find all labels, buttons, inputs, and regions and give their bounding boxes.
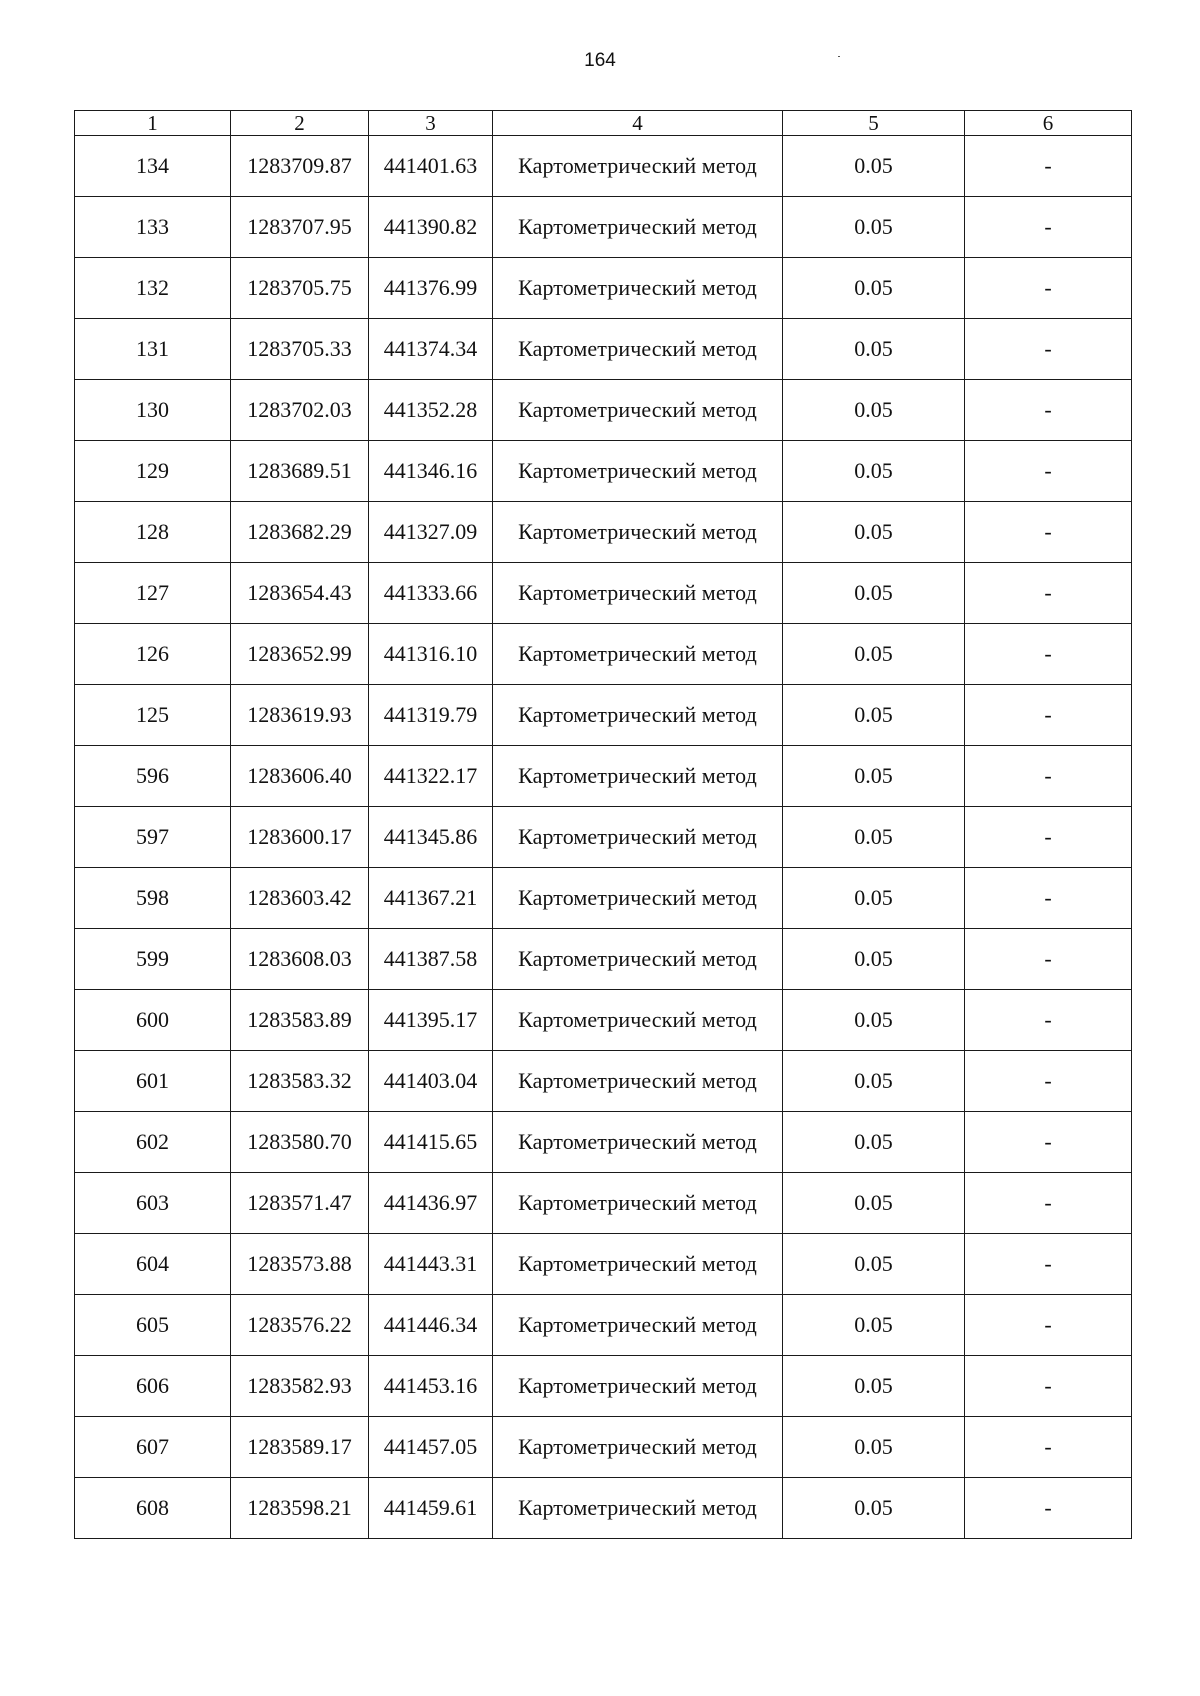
point-number-cell: 599 — [75, 929, 231, 990]
column-header: 4 — [493, 111, 783, 136]
y-coordinate-cell: 441453.16 — [369, 1356, 493, 1417]
point-number-cell: 126 — [75, 624, 231, 685]
note-cell: - — [965, 319, 1132, 380]
note-cell: - — [965, 807, 1132, 868]
accuracy-cell: 0.05 — [783, 1112, 965, 1173]
method-cell: Картометрический метод — [493, 624, 783, 685]
x-coordinate-cell: 1283705.33 — [231, 319, 369, 380]
table-row — [75, 746, 1132, 807]
x-coordinate-cell: 1283709.87 — [231, 136, 369, 197]
point-number-cell: 133 — [75, 197, 231, 258]
accuracy-cell: 0.05 — [783, 380, 965, 441]
header-row — [75, 111, 1132, 136]
x-coordinate-cell: 1283689.51 — [231, 441, 369, 502]
note-cell: - — [965, 1051, 1132, 1112]
accuracy-cell: 0.05 — [783, 136, 965, 197]
table-row — [75, 136, 1132, 197]
y-coordinate-cell: 441387.58 — [369, 929, 493, 990]
note-cell: - — [965, 258, 1132, 319]
table-row — [75, 319, 1132, 380]
accuracy-cell: 0.05 — [783, 990, 965, 1051]
accuracy-cell: 0.05 — [783, 929, 965, 990]
point-number-cell: 606 — [75, 1356, 231, 1417]
accuracy-cell: 0.05 — [783, 807, 965, 868]
x-coordinate-cell: 1283589.17 — [231, 1417, 369, 1478]
accuracy-cell: 0.05 — [783, 441, 965, 502]
table-row — [75, 1112, 1132, 1173]
accuracy-cell: 0.05 — [783, 1173, 965, 1234]
y-coordinate-cell: 441403.04 — [369, 1051, 493, 1112]
point-number-cell: 132 — [75, 258, 231, 319]
point-number-cell: 131 — [75, 319, 231, 380]
method-cell: Картометрический метод — [493, 990, 783, 1051]
y-coordinate-cell: 441443.31 — [369, 1234, 493, 1295]
y-coordinate-cell: 441345.86 — [369, 807, 493, 868]
table-body — [75, 111, 1132, 1539]
method-cell: Картометрический метод — [493, 746, 783, 807]
x-coordinate-cell: 1283600.17 — [231, 807, 369, 868]
accuracy-cell: 0.05 — [783, 1234, 965, 1295]
note-cell: - — [965, 1478, 1132, 1539]
note-cell: - — [965, 1417, 1132, 1478]
x-coordinate-cell: 1283583.32 — [231, 1051, 369, 1112]
table-row — [75, 502, 1132, 563]
point-number-cell: 129 — [75, 441, 231, 502]
note-cell: - — [965, 868, 1132, 929]
method-cell: Картометрический метод — [493, 868, 783, 929]
table-row — [75, 929, 1132, 990]
x-coordinate-cell: 1283682.29 — [231, 502, 369, 563]
table-row — [75, 563, 1132, 624]
note-cell: - — [965, 1173, 1132, 1234]
y-coordinate-cell: 441457.05 — [369, 1417, 493, 1478]
method-cell: Картометрический метод — [493, 807, 783, 868]
point-number-cell: 130 — [75, 380, 231, 441]
method-cell: Картометрический метод — [493, 502, 783, 563]
method-cell: Картометрический метод — [493, 380, 783, 441]
method-cell: Картометрический метод — [493, 1051, 783, 1112]
x-coordinate-cell: 1283707.95 — [231, 197, 369, 258]
y-coordinate-cell: 441333.66 — [369, 563, 493, 624]
point-number-cell: 127 — [75, 563, 231, 624]
point-number-cell: 608 — [75, 1478, 231, 1539]
y-coordinate-cell: 441322.17 — [369, 746, 493, 807]
method-cell: Картометрический метод — [493, 258, 783, 319]
page-number: 164 — [584, 50, 616, 71]
y-coordinate-cell: 441327.09 — [369, 502, 493, 563]
x-coordinate-cell: 1283619.93 — [231, 685, 369, 746]
x-coordinate-cell: 1283652.99 — [231, 624, 369, 685]
table-row — [75, 1478, 1132, 1539]
accuracy-cell: 0.05 — [783, 319, 965, 380]
note-cell: - — [965, 990, 1132, 1051]
y-coordinate-cell: 441459.61 — [369, 1478, 493, 1539]
x-coordinate-cell: 1283598.21 — [231, 1478, 369, 1539]
table-row — [75, 380, 1132, 441]
method-cell: Картометрический метод — [493, 1234, 783, 1295]
table-row — [75, 1173, 1132, 1234]
method-cell: Картометрический метод — [493, 441, 783, 502]
x-coordinate-cell: 1283576.22 — [231, 1295, 369, 1356]
point-number-cell: 607 — [75, 1417, 231, 1478]
point-number-cell: 602 — [75, 1112, 231, 1173]
method-cell: Картометрический метод — [493, 319, 783, 380]
accuracy-cell: 0.05 — [783, 624, 965, 685]
note-cell: - — [965, 1295, 1132, 1356]
method-cell: Картометрический метод — [493, 1417, 783, 1478]
method-cell: Картометрический метод — [493, 1112, 783, 1173]
point-number-cell: 600 — [75, 990, 231, 1051]
table-row — [75, 1051, 1132, 1112]
accuracy-cell: 0.05 — [783, 685, 965, 746]
table-row — [75, 807, 1132, 868]
x-coordinate-cell: 1283702.03 — [231, 380, 369, 441]
accuracy-cell: 0.05 — [783, 1295, 965, 1356]
note-cell: - — [965, 929, 1132, 990]
y-coordinate-cell: 441446.34 — [369, 1295, 493, 1356]
method-cell: Картометрический метод — [493, 563, 783, 624]
column-header: 2 — [231, 111, 369, 136]
y-coordinate-cell: 441395.17 — [369, 990, 493, 1051]
x-coordinate-cell: 1283654.43 — [231, 563, 369, 624]
note-cell: - — [965, 380, 1132, 441]
point-number-cell: 128 — [75, 502, 231, 563]
table-row — [75, 685, 1132, 746]
x-coordinate-cell: 1283582.93 — [231, 1356, 369, 1417]
table-row — [75, 258, 1132, 319]
accuracy-cell: 0.05 — [783, 197, 965, 258]
note-cell: - — [965, 624, 1132, 685]
note-cell: - — [965, 563, 1132, 624]
x-coordinate-cell: 1283580.70 — [231, 1112, 369, 1173]
y-coordinate-cell: 441346.16 — [369, 441, 493, 502]
note-cell: - — [965, 502, 1132, 563]
x-coordinate-cell: 1283705.75 — [231, 258, 369, 319]
accuracy-cell: 0.05 — [783, 563, 965, 624]
method-cell: Картометрический метод — [493, 929, 783, 990]
point-number-cell: 605 — [75, 1295, 231, 1356]
method-cell: Картометрический метод — [493, 1295, 783, 1356]
y-coordinate-cell: 441390.82 — [369, 197, 493, 258]
column-header: 5 — [783, 111, 965, 136]
table-row — [75, 1356, 1132, 1417]
table-row — [75, 197, 1132, 258]
note-cell: - — [965, 685, 1132, 746]
column-header: 6 — [965, 111, 1132, 136]
accuracy-cell: 0.05 — [783, 1417, 965, 1478]
coordinates-table — [74, 110, 1132, 1539]
note-cell: - — [965, 1112, 1132, 1173]
y-coordinate-cell: 441316.10 — [369, 624, 493, 685]
method-cell: Картометрический метод — [493, 197, 783, 258]
method-cell: Картометрический метод — [493, 136, 783, 197]
point-number-cell: 597 — [75, 807, 231, 868]
x-coordinate-cell: 1283608.03 — [231, 929, 369, 990]
note-cell: - — [965, 441, 1132, 502]
y-coordinate-cell: 441436.97 — [369, 1173, 493, 1234]
table-row — [75, 990, 1132, 1051]
table-row — [75, 441, 1132, 502]
y-coordinate-cell: 441352.28 — [369, 380, 493, 441]
note-cell: - — [965, 1234, 1132, 1295]
x-coordinate-cell: 1283573.88 — [231, 1234, 369, 1295]
note-cell: - — [965, 197, 1132, 258]
x-coordinate-cell: 1283583.89 — [231, 990, 369, 1051]
method-cell: Картометрический метод — [493, 1173, 783, 1234]
accuracy-cell: 0.05 — [783, 1051, 965, 1112]
x-coordinate-cell: 1283606.40 — [231, 746, 369, 807]
point-number-cell: 603 — [75, 1173, 231, 1234]
y-coordinate-cell: 441319.79 — [369, 685, 493, 746]
accuracy-cell: 0.05 — [783, 1356, 965, 1417]
note-cell: - — [965, 136, 1132, 197]
method-cell: Картометрический метод — [493, 1478, 783, 1539]
y-coordinate-cell: 441376.99 — [369, 258, 493, 319]
accuracy-cell: 0.05 — [783, 258, 965, 319]
y-coordinate-cell: 441374.34 — [369, 319, 493, 380]
point-number-cell: 596 — [75, 746, 231, 807]
table-row — [75, 1417, 1132, 1478]
point-number-cell: 604 — [75, 1234, 231, 1295]
note-cell: - — [965, 746, 1132, 807]
table-row — [75, 868, 1132, 929]
scan-speck — [838, 56, 840, 57]
accuracy-cell: 0.05 — [783, 502, 965, 563]
column-header: 1 — [75, 111, 231, 136]
method-cell: Картометрический метод — [493, 685, 783, 746]
table-row — [75, 624, 1132, 685]
accuracy-cell: 0.05 — [783, 868, 965, 929]
point-number-cell: 125 — [75, 685, 231, 746]
x-coordinate-cell: 1283603.42 — [231, 868, 369, 929]
y-coordinate-cell: 441367.21 — [369, 868, 493, 929]
column-header: 3 — [369, 111, 493, 136]
table-row — [75, 1295, 1132, 1356]
accuracy-cell: 0.05 — [783, 1478, 965, 1539]
x-coordinate-cell: 1283571.47 — [231, 1173, 369, 1234]
note-cell: - — [965, 1356, 1132, 1417]
accuracy-cell: 0.05 — [783, 746, 965, 807]
point-number-cell: 134 — [75, 136, 231, 197]
y-coordinate-cell: 441415.65 — [369, 1112, 493, 1173]
table-row — [75, 1234, 1132, 1295]
point-number-cell: 601 — [75, 1051, 231, 1112]
point-number-cell: 598 — [75, 868, 231, 929]
method-cell: Картометрический метод — [493, 1356, 783, 1417]
y-coordinate-cell: 441401.63 — [369, 136, 493, 197]
